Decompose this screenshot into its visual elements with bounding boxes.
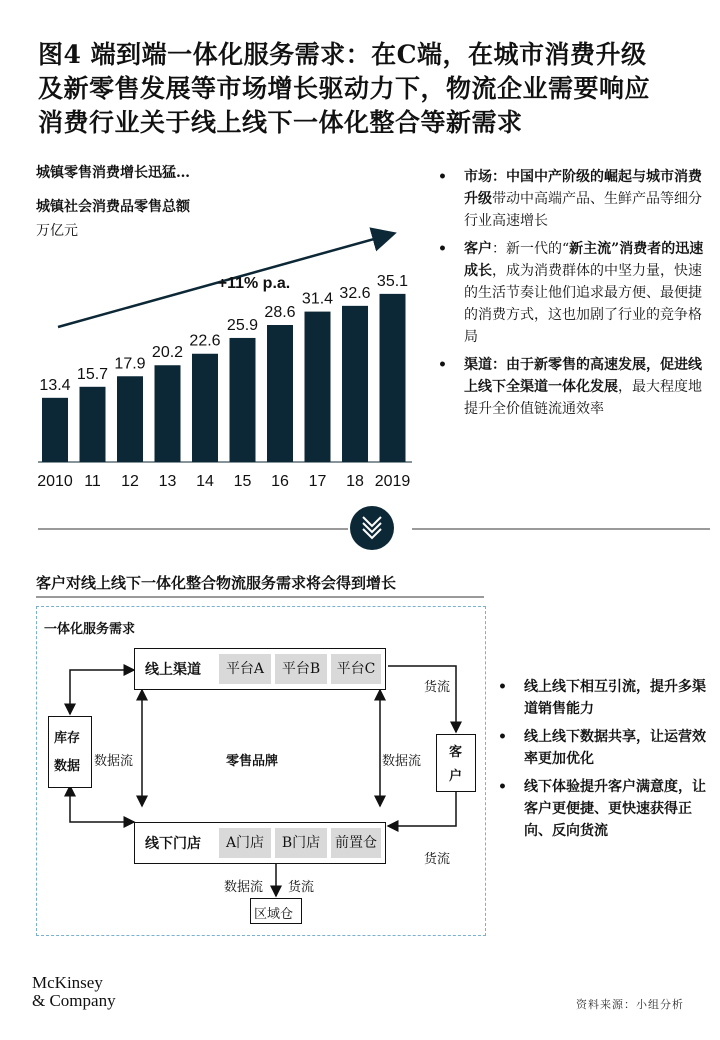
- platform-a: 平台A: [219, 654, 271, 684]
- bar-12: [117, 376, 143, 462]
- offline-store-box: [134, 822, 386, 864]
- title-line-3: 消费行业关于线上线下一体化整合等新需求: [38, 108, 523, 137]
- offline-store-label: 线下门店: [145, 836, 201, 852]
- separator-right: [412, 528, 710, 530]
- online-channel-label: 线上渠道: [145, 662, 201, 678]
- source-note: 资料来源：小组分析: [576, 998, 684, 1011]
- bar-13: [155, 365, 181, 462]
- data-flow-label-left: 数据流: [94, 754, 134, 769]
- x-tick-17: 17: [308, 473, 327, 490]
- x-tick-16: 16: [271, 473, 289, 490]
- section2-title: 客户对线上线下一体化整合物流服务需求将会得到增长: [36, 574, 397, 592]
- value-label-13: 20.2: [151, 344, 184, 362]
- bullet-market-bold: 市场：中国中产阶级的崛起与城市消费升级: [464, 169, 702, 207]
- bullet-customer-bold: 客户: [464, 241, 492, 257]
- value-label-17: 31.4: [301, 290, 334, 308]
- x-tick-2019: 2019: [374, 473, 411, 490]
- bar-11: [80, 387, 106, 462]
- x-tick-15: 15: [233, 473, 252, 490]
- goods-flow-label-bottom: 货流: [424, 852, 451, 867]
- store-b: B门店: [275, 828, 327, 858]
- integration-bullets: [498, 676, 712, 848]
- chart-unit: 万亿元: [36, 223, 78, 239]
- value-label-2019: 35.1: [376, 272, 409, 290]
- value-label-2010: 13.4: [39, 376, 71, 394]
- bullet-market-text: 带动中高端产品、生鲜产品等细分行业高速增长: [464, 191, 702, 229]
- bullet-channel-bold: 渠道：由于新零售的高速发展，促进线上线下全渠道一体化发展: [464, 357, 702, 395]
- inventory-label-1: 库存: [54, 731, 81, 746]
- integrated-service-label: 一体化服务需求: [44, 622, 136, 637]
- platform-c: 平台C: [331, 654, 381, 684]
- inventory-label-2: 数据: [54, 759, 81, 774]
- store-a: A门店: [219, 828, 271, 858]
- retail-brand-label: 零售品牌: [226, 754, 279, 769]
- title-line-2: 及新零售发展等市场增长驱动力下，物流企业需要响应: [38, 74, 651, 103]
- chart-subtitle: 城镇零售消费增长迅猛…: [36, 165, 190, 181]
- chart-title: 城镇社会消费品零售总额: [36, 199, 190, 215]
- title-line-1: 图4 端到端一体化服务需求：在C端，在城市消费升级: [38, 40, 647, 69]
- bullet-channel: [438, 354, 710, 420]
- growth-annotation: +11% p.a.: [217, 275, 291, 292]
- bullet-channel-text: ，最大程度地提升全价值链流通效率: [464, 379, 702, 417]
- data-flow-label-right: 数据流: [382, 754, 422, 769]
- bullet-customer-text2: ”消费者的迅速成长: [464, 241, 704, 279]
- value-label-15: 25.9: [226, 316, 259, 334]
- bar-2019: [380, 294, 406, 462]
- x-tick-12: 12: [121, 473, 139, 490]
- regional-warehouse-label: 区域仓: [254, 907, 294, 922]
- bars-group: [39, 273, 408, 462]
- inventory-data-box: [48, 716, 92, 788]
- bar-2010: [42, 398, 68, 462]
- bar-15: [230, 338, 256, 462]
- logo-line-2: & Company: [32, 991, 116, 1010]
- integration-bullet-1: • 线上线下相互引流，提升多渠道销售能力: [498, 676, 712, 720]
- integration-bullet-3: • 线下体验提升客户满意度，让客户更便捷、更快速获得正向、反向货流: [498, 776, 712, 842]
- page-title: [38, 38, 698, 140]
- section2-underline: [36, 596, 484, 598]
- separator-left: [38, 528, 348, 530]
- goods-flow-label-top: 货流: [424, 680, 451, 695]
- integration-bullet-2: • 线上线下数据共享，让运营效率更加优化: [498, 726, 712, 770]
- customer-box: [436, 734, 476, 792]
- bar-16: [267, 325, 293, 462]
- bullet-market: [438, 166, 710, 232]
- value-label-16: 28.6: [264, 304, 296, 322]
- platform-b: 平台B: [275, 654, 327, 684]
- mckinsey-logo: [32, 974, 116, 1010]
- bullet-customer-text3: ，成为消费群体的中坚力量，快速的生活节奏让他们追求最方便、最便捷的消费方式，这也加剧了行业的竞争格局: [464, 263, 702, 345]
- bar-17: [305, 312, 331, 462]
- regional-warehouse-box: [250, 898, 302, 924]
- logo-line-1: McKinsey: [32, 973, 103, 992]
- x-tick-13: 13: [158, 473, 177, 490]
- x-tick-18: 18: [346, 473, 364, 490]
- value-label-12: 17.9: [114, 355, 146, 373]
- x-tick-14: 14: [196, 473, 214, 490]
- market-bullets: [438, 166, 710, 426]
- chevron-down-icon: [350, 506, 394, 550]
- forward-warehouse: 前置仓: [331, 828, 381, 858]
- x-tick-labels: [37, 473, 410, 490]
- data-flow-label-bottom: 数据流: [224, 880, 264, 895]
- customer-label-2: 户: [449, 769, 463, 784]
- bar-14: [192, 354, 218, 462]
- bar-chart: [30, 220, 420, 500]
- online-channel-box: [134, 648, 386, 690]
- value-label-18: 32.6: [339, 284, 371, 302]
- bullet-customer-bold2: 新主流: [569, 241, 612, 257]
- value-label-11: 15.7: [76, 365, 109, 383]
- goods-flow-label-center: 货流: [288, 880, 315, 895]
- bullet-customer-text: ：新一代的“: [492, 241, 570, 257]
- bar-18: [342, 306, 368, 462]
- value-label-14: 22.6: [189, 332, 221, 350]
- customer-label-1: 客: [449, 745, 463, 760]
- x-tick-2010: 2010: [37, 473, 73, 490]
- bullet-customer: [438, 238, 710, 348]
- x-tick-11: 11: [84, 473, 101, 490]
